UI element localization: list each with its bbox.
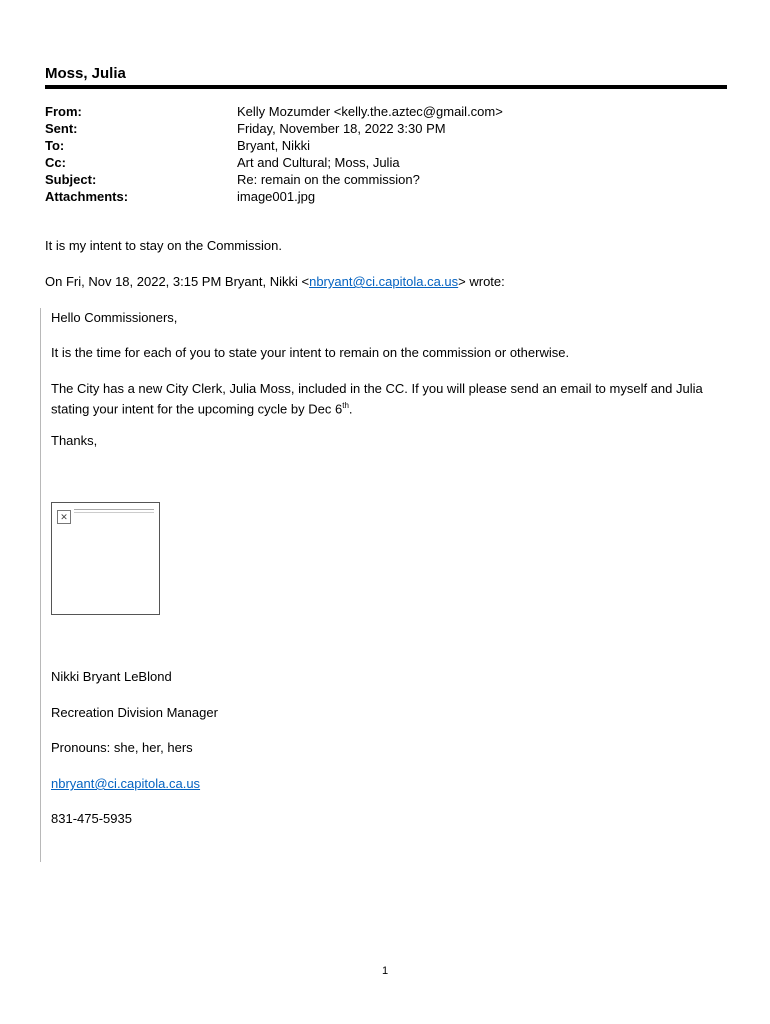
quoted-thanks: Thanks, (51, 433, 98, 448)
broken-image-icon: ✕ (57, 510, 71, 524)
attachments-row (45, 188, 503, 205)
email-header (45, 103, 503, 205)
subject-value: Re: remain on the commission? (237, 172, 420, 187)
page-number: 1 (381, 965, 389, 977)
quoted-greeting: Hello Commissioners, (51, 310, 178, 325)
signature-pronouns: Pronouns: she, her, hers (51, 740, 193, 755)
quoted-para2-end: . (348, 401, 353, 417)
from-row (45, 103, 503, 120)
image-alt-text (74, 509, 154, 513)
sent-value: Friday, November 18, 2022 3:30 PM (237, 121, 446, 136)
quote-bar (40, 308, 41, 862)
sent-label: Sent: (45, 121, 78, 136)
quoted-para2-text: The City has a new City Clerk, Julia Moss, included in the CC. If you will please send an email to myself and Julia stating your intent for the upcoming cycle by Dec 6 (51, 381, 703, 417)
from-label: From: (45, 104, 82, 119)
quote-intro-suffix: > wrote: (458, 274, 505, 289)
attachments-label: Attachments: (45, 189, 129, 204)
quoted-para2-sup: th (342, 401, 349, 410)
to-row (45, 137, 503, 154)
cc-value: Art and Cultural; Moss, Julia (237, 155, 400, 170)
to-label: To: (45, 138, 65, 153)
subject-label: Subject: (45, 172, 97, 187)
cc-label: Cc: (45, 155, 66, 170)
quote-intro-prefix: On Fri, Nov 18, 2022, 3:15 PM Bryant, Nikki < (45, 274, 310, 289)
quoted-para2 (51, 380, 731, 417)
signature-email-link[interactable]: nbryant@ci.capitola.ca.us (51, 776, 201, 791)
signature-phone: 831-475-5935 (51, 811, 132, 826)
sent-row (45, 120, 503, 137)
quote-intro-email-link[interactable]: nbryant@ci.capitola.ca.us (309, 274, 459, 289)
owner-divider (45, 85, 727, 89)
signature-image (51, 502, 160, 615)
signature-title: Recreation Division Manager (51, 705, 218, 720)
quote-intro (45, 274, 505, 289)
cc-row (45, 154, 503, 171)
to-value: Bryant, Nikki (237, 138, 310, 153)
attachments-value: image001.jpg (237, 189, 316, 204)
reply-text: It is my intent to stay on the Commission. (45, 238, 282, 253)
document-owner: Moss, Julia (45, 65, 126, 82)
signature-name: Nikki Bryant LeBlond (51, 669, 172, 684)
subject-row (45, 171, 503, 188)
from-value: Kelly Mozumder <kelly.the.aztec@gmail.com> (237, 104, 503, 119)
quoted-para1: It is the time for each of you to state your intent to remain on the commission or otherwise. (51, 345, 570, 360)
